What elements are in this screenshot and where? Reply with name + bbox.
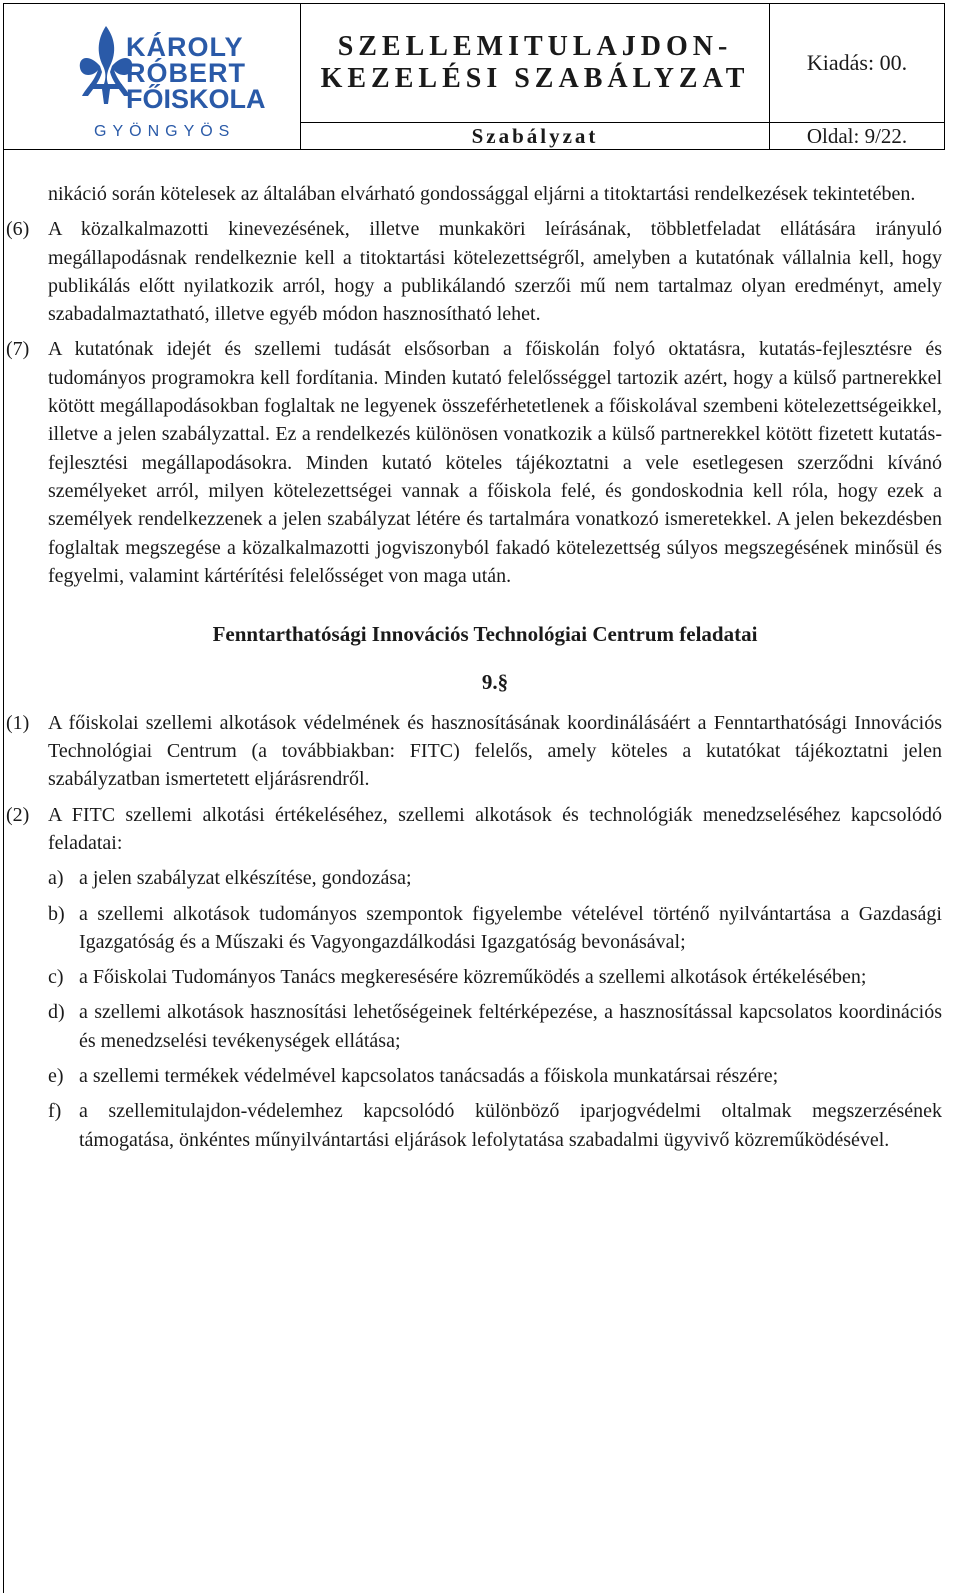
list-item-text: a szellemi alkotások hasznosítási lehetőségeinek feltérképezése, a hasznosítással kapcsolatos koordinációs és menedzselési tevékenységek ellátása;	[79, 1001, 942, 1052]
fleur-de-lis-icon	[80, 26, 132, 104]
continuation-text: nikáció során kötelesek az általában elvárható gondossággal eljárni a titoktartási rendelkezések tekintetében.	[48, 183, 916, 205]
paragraph-text: A kutatónak idejét és szellemi tudását elsősorban a főiskolán folyó oktatásra, kutatás-fejlesztésre és tudományos programokra kell fordítania. Minden kutató felelősséggel tartozik azért, hogy a külső partnerekkel kötött megállapodásokban foglaltak ne legyenek összeférhetetlenek a főiskolával szembeni kötelezettségeikkel, illetve a jelen szabályzattal. Ez a rendelkezés különösen vonatkozik a külső partnerekkel kötött fizetett kutatás-fejlesztési megállapodásokra. Minden kutató köteles tájékoztatni a vele esetlegesen szerződni kívánó személyeket arról, milyen kötelezettségei vannak a főiskola felé, és gondoskodnia kell róla, hogy ezek a személyek rendelkezzenek a jelen szabályzat létére és tartalmára vonatkozó ismeretekkel. A jelen bekezdésben foglaltak megszegése a közalkalmazotti jogviszonyból fakadó kötelezettség súlyos megszegésének minősül és fegyelmi, valamint kártérítési felelősséget von maga után.	[48, 338, 942, 587]
title-line-2: KEZELÉSI SZABÁLYZAT	[320, 63, 750, 94]
logo-line-2: RÓBERT	[126, 58, 246, 88]
title-line-1: SZELLEMITULAJDON-	[337, 31, 733, 62]
list-letter: c)	[48, 966, 64, 989]
section-number: 9.§	[481, 670, 509, 695]
title-cell	[301, 4, 770, 123]
list-item-text: a szellemi termékek védelmével kapcsolatos tanácsadás a főiskola munkatársai részére;	[79, 1065, 779, 1088]
issue-number: Kiadás: 00.	[770, 4, 944, 123]
list-item-text: a jelen szabályzat elkészítése, gondozása;	[79, 867, 412, 890]
paragraph-text: A FITC szellemi alkotási értékeléséhez, szellemi alkotások és technológiák menedzseléséhez kapcsolódó feladatai:	[48, 803, 942, 854]
paragraph-text: A közalkalmazotti kinevezésének, illetve munkaköri leírásának, többletfeladat ellátására irányuló megállapodásnak rendelkeznie kell a titoktartási kötelezettségről, amelyben a kutatónak vállalnia kell, hogy publikálás előtt nyilatkozik arról, hogy a publikálandó szerzői mű nem tartalmaz olyan eredményt, amely szabadalmaztatható, illetve egyéb módon hasznosítható lehet.	[48, 218, 942, 326]
list-letter: f)	[48, 1100, 62, 1123]
list-item-text: a szellemi alkotások tudományos szempontok figyelembe vételével történő nyilvántartása a Gazdasági Igazgatóság és a Műszaki és Vagyongazdálkodási Igazgatóság bevonásával;	[79, 902, 942, 953]
list-item	[0, 998, 960, 1055]
list-item	[0, 1097, 960, 1154]
list-item-text: a Főiskolai Tudományos Tanács megkeresésére közreműködés a szellemi alkotások értékelésében;	[79, 966, 867, 989]
list-letter: d)	[48, 1001, 65, 1024]
list-item	[0, 963, 960, 991]
logo-cell	[4, 4, 301, 149]
list-item-text: a szellemitulajdon-védelemhez kapcsolódó különböző iparjogvédelmi oltalmak megszerzésének támogatása, önkéntes műnyilvántartási eljárások lefolytatása szabadalmi ügyvivő közreműködésével.	[79, 1100, 942, 1151]
list-letter: a)	[48, 867, 64, 890]
logo-line-1: KÁROLY	[126, 32, 244, 62]
document-title	[321, 31, 750, 95]
logo-line-3: FŐISKOLA	[126, 84, 266, 114]
list-letter: e)	[48, 1065, 64, 1088]
paragraph-text: A főiskolai szellemi alkotások védelmének és hasznosításának koordinálásáért a Fenntarthatósági Innovációs Technológiai Centrum (a továbbiakban: FITC) felelős, amely köteles a kutatókat tájékoztatni jelen szabályzatban ismertetett eljárásrendről.	[48, 711, 942, 791]
paragraph-6	[0, 215, 960, 328]
paragraph-7	[0, 335, 960, 590]
section-9-paragraph-2	[0, 801, 960, 858]
document-body	[0, 180, 960, 1161]
document-header	[3, 3, 945, 150]
list-item	[0, 900, 960, 957]
list-letter: b)	[48, 902, 65, 925]
page-number: Oldal: 9/22.	[806, 123, 908, 148]
paragraph-number: (2)	[6, 803, 30, 826]
task-list	[0, 864, 960, 1154]
section-heading: Fenntarthatósági Innovációs Technológiai Centrum feladatai	[212, 622, 758, 647]
college-logo	[4, 4, 300, 149]
list-item	[0, 864, 960, 892]
logo-city: GYÖNGYÖS	[94, 123, 236, 140]
paragraph-number: (1)	[6, 711, 30, 734]
document-type: Szabályzat	[301, 123, 770, 149]
list-item	[0, 1062, 960, 1090]
paragraph-number: (7)	[6, 338, 30, 361]
paragraph-number: (6)	[6, 218, 30, 241]
section-9-paragraph-1	[0, 709, 960, 794]
